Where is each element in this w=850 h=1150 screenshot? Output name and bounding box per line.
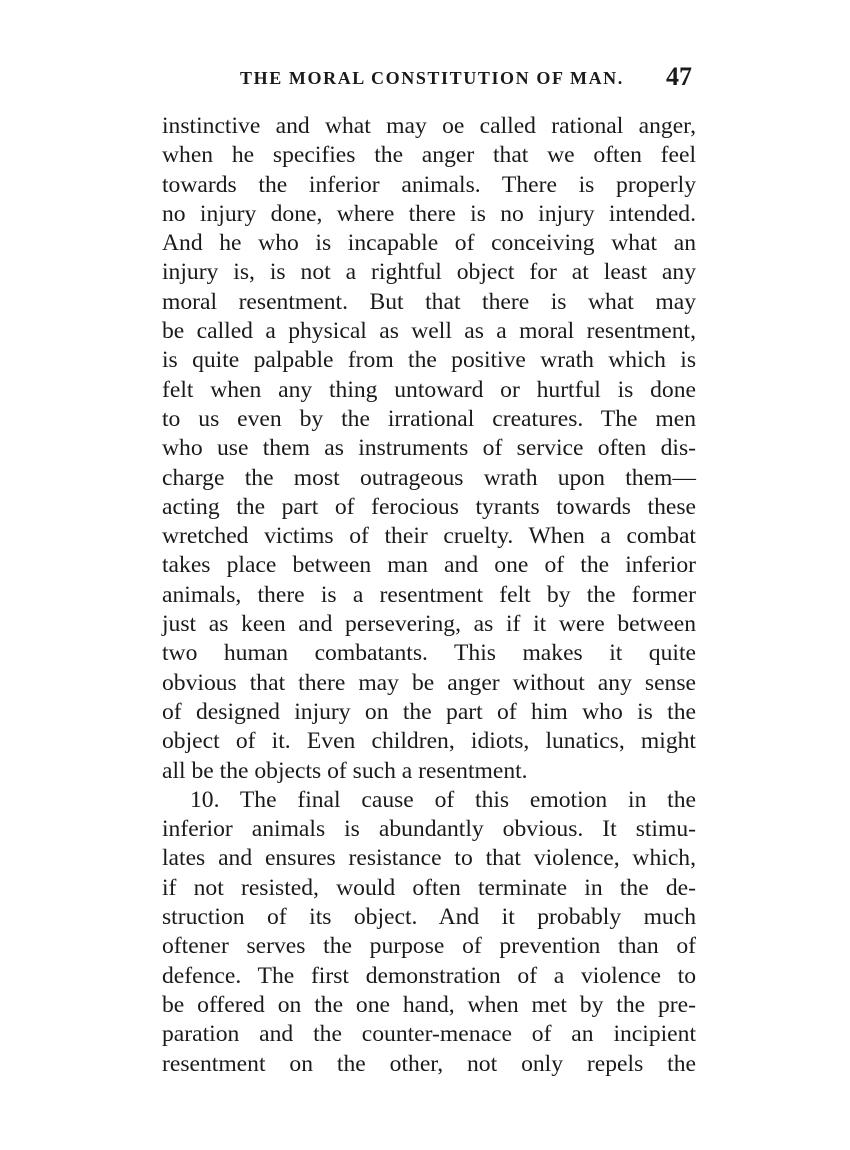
text-line: is quite palpable from the positive wrath which is xyxy=(162,347,696,374)
running-title: THE MORAL CONSTITUTION OF MAN. xyxy=(240,68,624,88)
text-line: defence. The first demonstration of a violence to xyxy=(162,962,696,989)
text-line: towards the inferior animals. There is properly xyxy=(162,171,696,198)
text-line: takes place between man and one of the inferior xyxy=(162,552,696,579)
text-line: be offered on the one hand, when met by the pre- xyxy=(162,991,696,1018)
text-line: lates and ensures resistance to that violence, which, xyxy=(162,845,696,872)
text-line: obvious that there may be anger without any sense xyxy=(162,669,696,696)
text-line: who use them as instruments of service often dis- xyxy=(162,435,696,462)
text-line: instinctive and what may oe called rational anger, xyxy=(162,113,696,139)
text-line: if not resisted, would often terminate in the de- xyxy=(162,874,696,901)
text-line: charge the most outrageous wrath upon them— xyxy=(162,464,696,491)
paragraph-start-line: 10. The final cause of this emotion in the xyxy=(190,786,696,813)
text-line: to us even by the irrational creatures. The men xyxy=(162,405,696,432)
text-line: oftener serves the purpose of prevention than of xyxy=(162,933,696,960)
text-line: animals, there is a resentment felt by the former xyxy=(162,581,696,608)
text-line: be called a physical as well as a moral resentment, xyxy=(162,318,696,345)
text-line: resentment on the other, not only repels the xyxy=(162,1050,696,1077)
text-line: And he who is incapable of conceiving what an xyxy=(162,230,696,257)
text-line: just as keen and persevering, as if it were between xyxy=(162,611,696,638)
text-line: paration and the counter-menace of an incipient xyxy=(162,1021,696,1048)
text-line: when he specifies the anger that we often feel xyxy=(162,142,696,169)
text-line: two human combatants. This makes it quite xyxy=(162,640,696,667)
text-line: no injury done, where there is no injury intended. xyxy=(162,200,696,227)
text-line: inferior animals is abundantly obvious. It stimu- xyxy=(162,816,696,843)
text-line: struction of its object. And it probably much xyxy=(162,904,696,931)
text-line: felt when any thing untoward or hurtful is done xyxy=(162,376,696,403)
text-line: object of it. Even children, idiots, lunatics, might xyxy=(162,728,696,755)
running-head xyxy=(240,62,700,96)
text-line: of designed injury on the part of him who is the xyxy=(162,698,696,725)
text-line: wretched victims of their cruelty. When a combat xyxy=(162,523,696,550)
text-line: moral resentment. But that there is what may xyxy=(162,288,696,315)
body-text xyxy=(162,112,696,1079)
text-line: acting the part of ferocious tyrants towards these xyxy=(162,493,696,520)
page-number: 47 xyxy=(666,62,692,91)
paragraph-end-line: all be the objects of such a resentment. xyxy=(162,757,528,784)
text-line: injury is, is not a rightful object for at least any xyxy=(162,259,696,286)
